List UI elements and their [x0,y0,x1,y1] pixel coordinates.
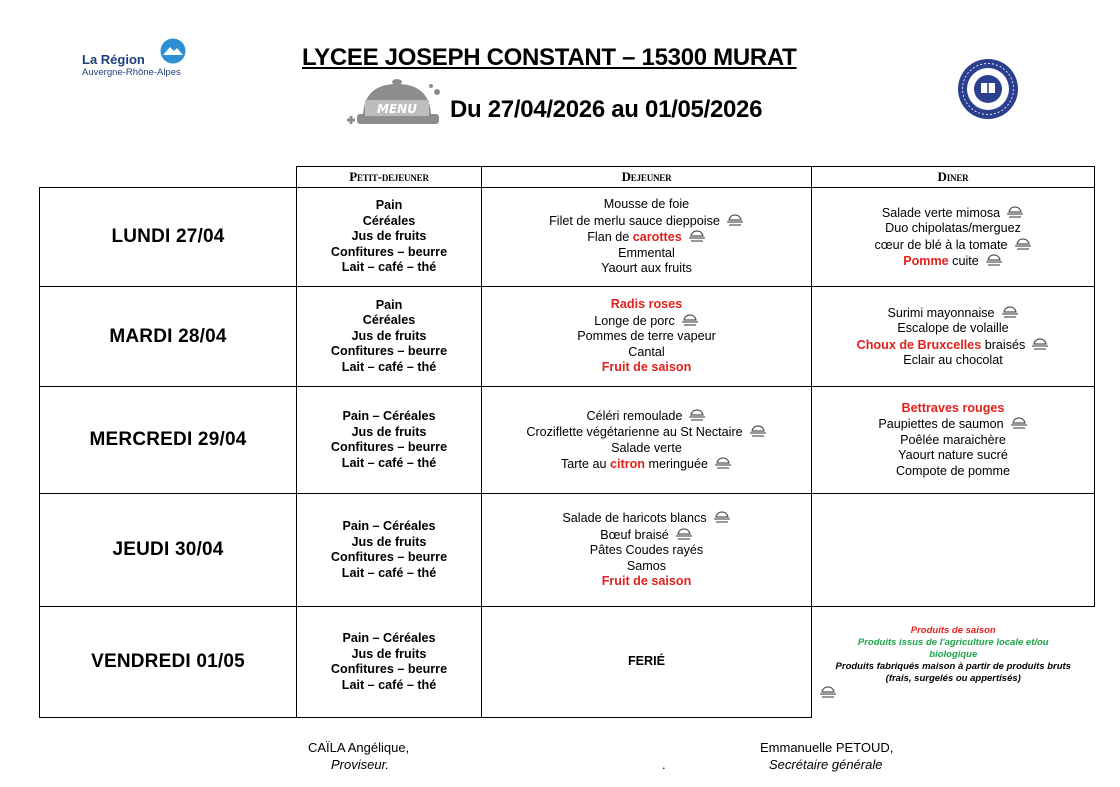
breakfast-item: Jus de fruits [351,534,427,549]
dish-text-seasonal: Bettraves rouges [901,400,1005,415]
homemade-cook-icon [726,213,744,227]
breakfast-item: Confitures – beurre [330,244,448,259]
dish-text: Samos [626,558,667,573]
dish-text-seasonal: citron [610,457,645,471]
homemade-cook-icon [714,456,732,470]
menu-word: MENU [377,102,417,116]
dish-text: braisés [981,337,1026,352]
dish-item [482,329,811,345]
signature-left-role [331,757,389,772]
dish-item [812,416,1094,433]
dish-item [482,456,811,473]
date-range: Du 27/04/2026 au 01/05/2026 [450,96,763,123]
breakfast-item: Pain [375,198,403,213]
breakfast-cell [297,188,482,287]
dish-text: meringuée [644,457,708,471]
signature-middle-dot: . [662,757,666,772]
breakfast-cell [297,387,482,494]
homemade-cook-icon [1014,237,1032,251]
dish-text: Eclair au chocolat [903,353,1003,367]
lunch-cell [482,387,812,494]
day-label: LUNDI 27/04 [40,188,297,287]
region-mountain-icon [156,38,190,64]
lunch-cell [482,287,812,387]
homemade-cook-icon [688,229,706,243]
breakfast-item: Lait – café – thé [341,455,437,470]
day-row-wednesday [40,387,1095,494]
breakfast-item: Lait – café – thé [341,677,437,692]
legend-cell [812,607,1095,718]
breakfast-item: Lait – café – thé [341,260,437,275]
breakfast-item: Céréales [362,313,416,328]
dish-text: Escalope de volaille [897,321,1009,335]
dish-item [812,321,1094,337]
dish-item [812,253,1094,270]
homemade-cook-icon [688,408,706,422]
homemade-cook-icon [681,313,699,327]
dish-item [812,464,1094,480]
dish-text: Surimi mayonnaise [887,305,995,320]
dish-item [482,559,811,575]
dish-item [482,424,811,441]
region-subtitle: Auvergne-Rhône-Alpes [82,67,181,78]
day-label: MERCREDI 29/04 [40,387,297,494]
dish-text: Yaourt aux fruits [601,261,692,276]
dish-text: Bœuf braisé [600,527,669,542]
dish-text: Longe de porc [594,313,675,328]
day-row-tuesday [40,287,1095,387]
dinner-cell [812,188,1095,287]
legend-homemade: Produits fabriqués maison à partir de produits bruts (frais, surgelés ou appertisés) [835,661,1071,684]
menu-table [39,166,1095,718]
header-spacer [40,167,297,188]
dish-text: Céléri remoulade [586,408,683,423]
dish-text: Emmental [618,245,675,260]
dish-text: Yaourt nature sucré [898,448,1008,463]
breakfast-item: Jus de fruits [351,328,427,343]
dish-text: Tarte au [560,457,610,471]
dish-item [812,337,1094,354]
dish-item [482,574,811,590]
dish-item [482,261,811,277]
lunch-cell [482,188,812,287]
dish-text: Poêlée maraichère [900,432,1006,447]
signature-left-name: CAÏLA Angélique, [308,740,410,755]
dish-text: Duo chipolatas/merguez [885,221,1021,235]
dish-text-seasonal: Radis roses [610,297,683,312]
homemade-cook-icon [713,510,731,524]
region-name: La Région [82,52,145,67]
dish-item [812,221,1094,237]
dish-item [482,345,811,361]
homemade-cook-icon [749,424,767,438]
day-label: MARDI 28/04 [40,287,297,387]
dish-item [482,297,811,313]
region-logo [82,38,202,82]
dish-item [812,433,1094,449]
day-row-monday [40,188,1095,287]
signature-left-role-text: Proviseur. [331,757,390,772]
dish-item [482,654,811,670]
dish-text-seasonal: Fruit de saison [601,360,692,375]
lunch-cell [482,607,812,718]
homemade-cook-icon [1010,416,1028,430]
dish-item [482,360,811,376]
menu-cloche-icon [345,74,445,134]
dish-item [812,205,1094,222]
dish-text: Mousse de foie [603,197,690,212]
dish-item [482,441,811,457]
breakfast-item: Confitures – beurre [330,550,448,564]
day-label: JEUDI 30/04 [40,494,297,607]
dish-item [482,527,811,544]
day-row-friday [40,607,1095,718]
homemade-cook-icon [1001,305,1019,319]
dish-item [812,305,1094,322]
column-header-breakfast: Petit-dejeuner [297,167,482,188]
legend-seasonal: Produits de saison [910,625,996,636]
breakfast-item: Jus de fruits [351,229,427,244]
dish-text: Salade verte [611,440,682,455]
day-label: VENDREDI 01/05 [40,607,297,718]
dish-item [482,313,811,330]
day-row-thursday [40,494,1095,607]
breakfast-item: Pain – Céréales [342,409,436,423]
homemade-cook-icon [1031,337,1049,351]
dish-text: Pommes de terre vapeur [577,329,716,344]
dish-item [482,197,811,213]
dinner-cell [812,387,1095,494]
breakfast-cell [297,607,482,718]
dish-text-seasonal: Fruit de saison [601,574,692,589]
dinner-cell [812,287,1095,387]
dish-text-seasonal: Choux de Bruxcelles [856,337,982,352]
dish-text: cœur de blé à la tomate [874,237,1008,252]
dish-item [482,408,811,425]
homemade-cook-icon [675,527,693,541]
legend [812,625,1095,685]
page-title: LYCEE JOSEPH CONSTANT – 15300 MURAT [302,44,797,71]
homemade-cook-icon [819,685,837,699]
breakfast-item: Confitures – beurre [330,344,448,359]
signature-right-name: Emmanuelle PETOUD, [760,740,894,755]
breakfast-item: Lait – café – thé [341,565,437,580]
homemade-cook-icon [1006,205,1024,219]
breakfast-item: Confitures – beurre [330,440,448,454]
breakfast-item: Pain [375,297,403,312]
dish-item [812,237,1094,254]
dish-text: Pâtes Coudes rayés [589,543,704,558]
breakfast-item: Céréales [362,213,416,228]
breakfast-item: Pain – Céréales [342,631,436,645]
dinner-cell [812,494,1095,607]
dish-item [482,229,811,246]
dish-text: Cantal [628,344,665,359]
breakfast-cell [297,287,482,387]
dish-item [812,448,1094,464]
breakfast-item: Pain – Céréales [342,519,436,533]
breakfast-cell [297,494,482,607]
column-header-dinner: Diner [812,167,1095,188]
dish-text: Salade verte mimosa [881,205,1001,220]
egalim-seal-icon [957,58,1019,120]
dish-item [482,543,811,559]
column-header-lunch: Dejeuner [482,167,812,188]
dish-text: Filet de merlu sauce dieppoise [549,213,720,228]
homemade-cook-icon [985,253,1003,267]
dish-text: cuite [948,254,979,268]
lunch-cell [482,494,812,607]
dish-item [482,246,811,262]
dish-text-seasonal: carottes [632,230,682,245]
dish-item [812,353,1094,369]
legend-local: Produits issus de l'agriculture locale et/ou biologique [857,637,1049,660]
breakfast-item: Jus de fruits [351,646,427,661]
dish-item [482,510,811,527]
dish-text-seasonal: Pomme [903,254,949,268]
dish-text: Flan de [587,230,633,245]
dish-text: Croziflette végétarienne au St Nectaire [526,425,743,439]
dish-item [812,401,1094,417]
breakfast-item: Confitures – beurre [330,662,448,676]
signature-right-role [769,757,882,772]
breakfast-item: Lait – café – thé [341,359,437,374]
breakfast-item: Jus de fruits [351,424,427,439]
dish-item [482,213,811,230]
dish-text: FERIÉ [627,654,666,669]
dish-text: Paupiettes de saumon [878,417,1004,432]
signature-right-role-text: Secrétaire générale [769,757,883,772]
dish-text: Salade de haricots blancs [562,511,707,526]
dish-text: Compote de pomme [895,463,1011,478]
